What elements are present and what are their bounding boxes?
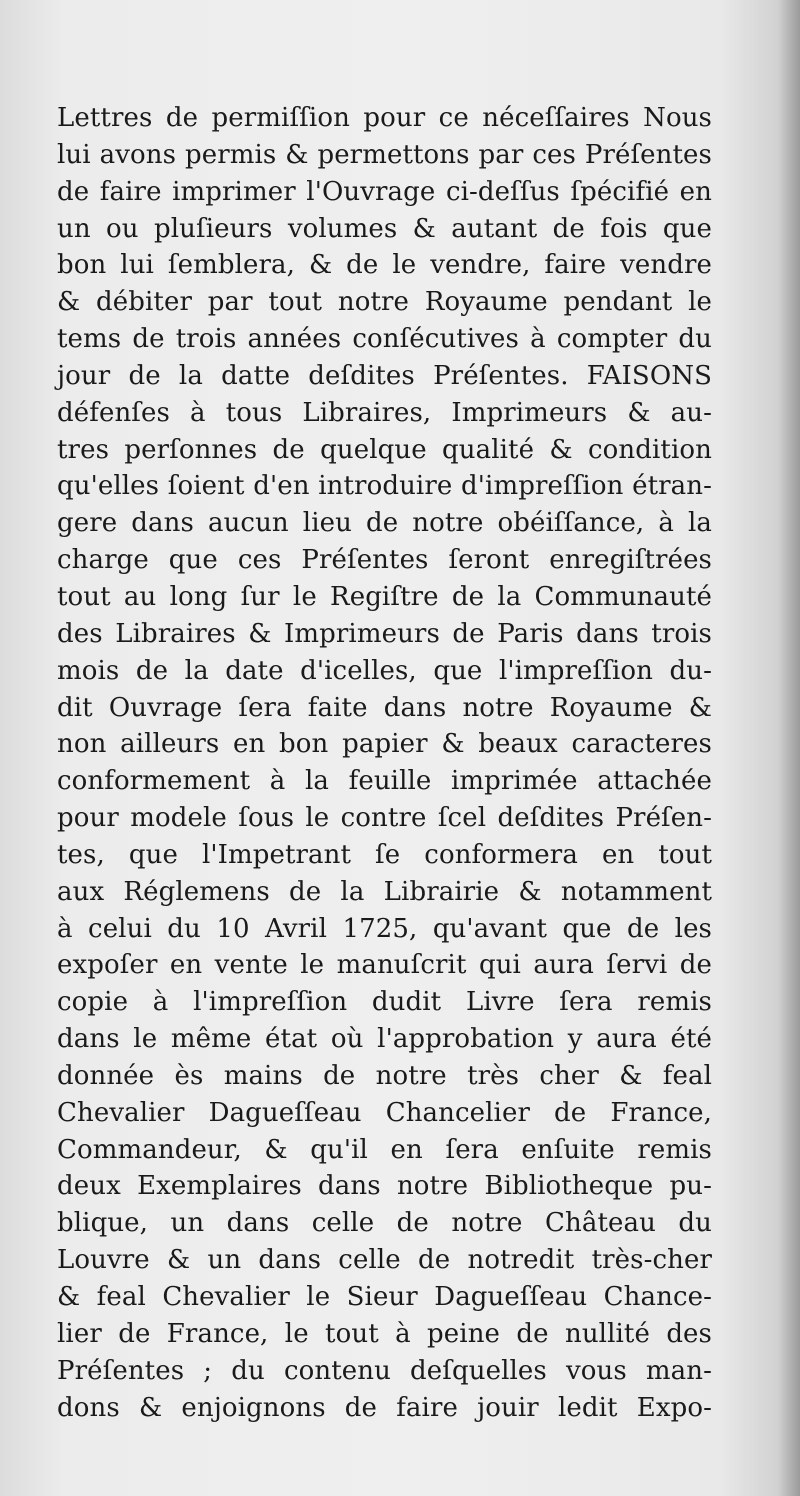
text-line: lui avons permis & permettons par ces Préſentes [57,139,712,170]
text-line: expoſer en vente le manuſcrit qui aura ſervi de [57,950,712,981]
text-line: tout au long ſur le Regiſtre de la Communauté [57,581,712,612]
text-line: jour de la datte deſdites Préſentes. FAISONS [57,360,712,391]
text-line: Commandeur, & qu'il en ſera enſuite remis [57,1134,712,1165]
text-line: gere dans aucun lieu de notre obéiſſance, à la [57,508,712,539]
text-line: dans le même état où l'approbation y aura été [57,1024,712,1055]
text-line: Préſentes ; du contenu deſquelles vous man- [57,1355,712,1386]
text-line: qu'elles ſoient d'en introduire d'impreſſion étran- [57,471,712,502]
body-text [57,100,712,1426]
text-line: deux Exemplaires dans notre Bibliotheque pu- [57,1171,712,1202]
text-line: pour modele ſous le contre ſcel deſdites Préſen- [57,803,712,834]
text-line: Louvre & un dans celle de notredit très-cher [57,1245,712,1276]
text-line: Chevalier Dagueſſeau Chancelier de France, [57,1097,712,1128]
text-line: Lettres de permiſſion pour ce néceſſaires Nous [57,103,712,133]
text-line: dit Ouvrage ſera faite dans notre Royaume & [57,692,712,723]
text-line: blique, un dans celle de notre Château du [57,1208,712,1239]
text-line: donnée ès mains de notre très cher & feal [57,1060,712,1091]
text-line: copie à l'impreſſion dudit Livre ſera remis [57,987,712,1018]
text-line: de faire imprimer l'Ouvrage ci-deſſus ſpécifié en [57,176,712,207]
text-line: bon lui ſemblera, & de le vendre, faire vendre [57,250,712,281]
text-line: un ou pluſieurs volumes & autant de fois que [57,213,712,244]
text-line: des Libraires & Imprimeurs de Paris dans trois [57,618,712,649]
text-line: charge que ces Préſentes ſeront enregiſtrées [57,545,712,576]
text-line: non ailleurs en bon papier & beaux caracteres [57,729,712,760]
text-line: & débiter par tout notre Royaume pendant le [57,287,712,318]
text-line: aux Réglemens de la Librairie & notamment [57,876,712,907]
text-line: dons & enjoignons de faire jouir ledit Expo- [57,1392,712,1423]
text-line: à celui du 10 Avril 1725, qu'avant que de les [57,913,712,944]
text-line: tems de trois années conſécutives à compter du [57,324,712,355]
page-edge-shadow [778,0,800,1496]
text-line: conformement à la feuille imprimée attachée [57,766,712,797]
text-line: tes, que l'Impetrant ſe conformera en tout [57,839,712,870]
text-line: mois de la date d'icelles, que l'impreſſion du- [57,655,712,686]
text-line: & feal Chevalier le Sieur Dagueſſeau Chance- [57,1282,712,1312]
text-line: lier de France, le tout à peine de nullité des [57,1318,712,1349]
text-line: tres perſonnes de quelque qualité & condition [57,434,712,465]
text-line: défenſes à tous Libraires, Imprimeurs & au- [57,397,712,428]
